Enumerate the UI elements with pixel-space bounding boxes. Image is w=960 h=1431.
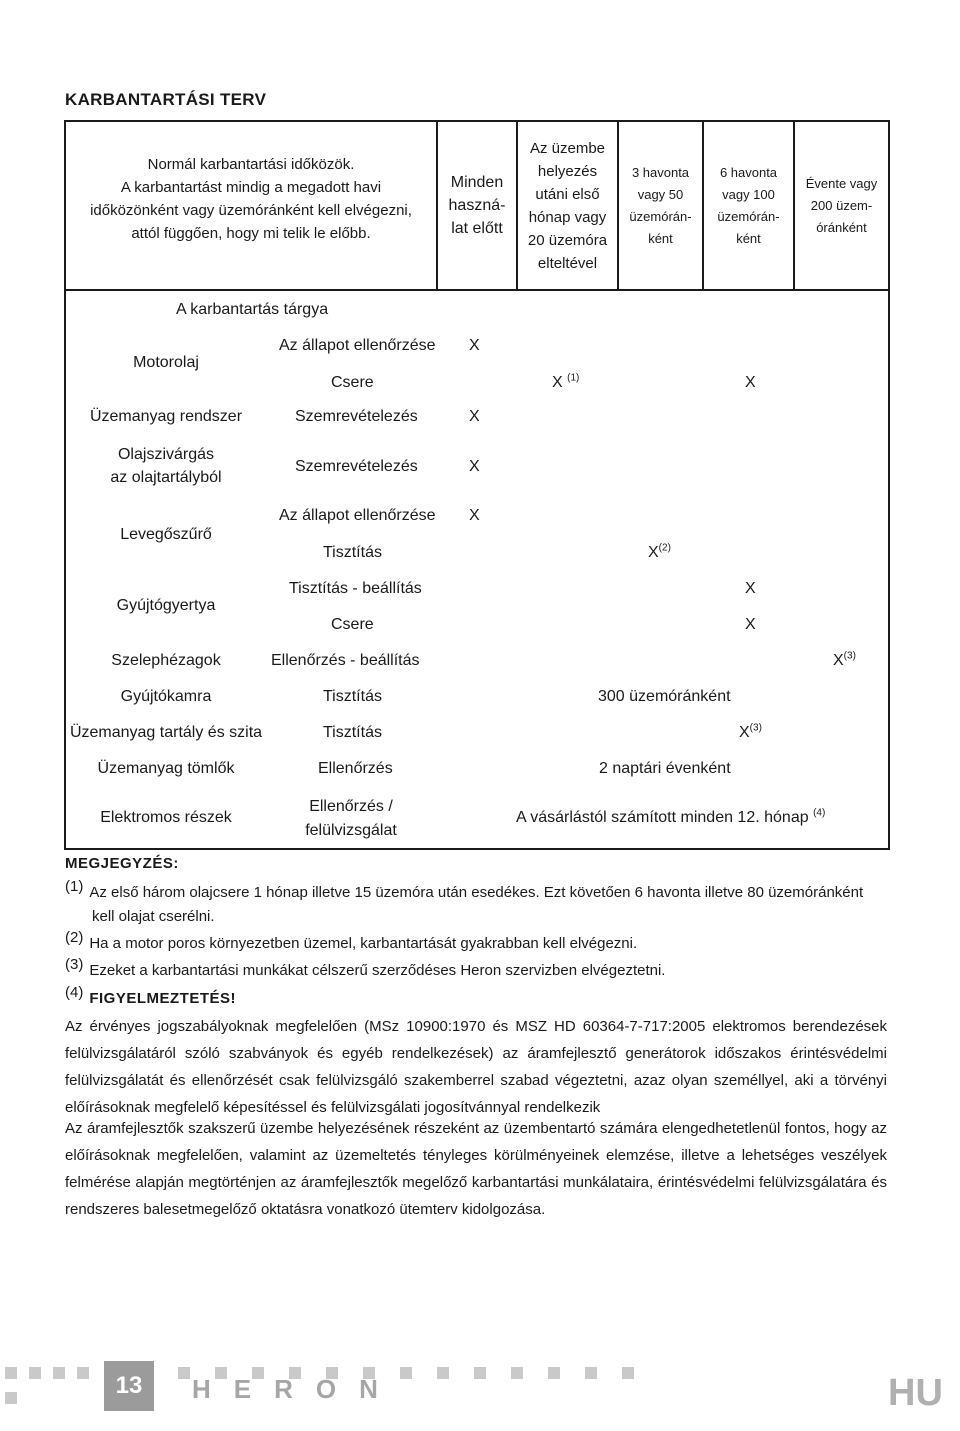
item-oil-leak: Olajszivárgás az olajtartályból xyxy=(110,446,222,486)
note-2: (2) Ha a motor poros környezetben üzemel, karbantartását gyakrabban kell elvégezni. xyxy=(65,929,638,952)
note-4: (4) FIGYELMEZTETÉS! xyxy=(65,984,237,1007)
footer-square xyxy=(474,1367,486,1379)
interval: 300 üzemóránként xyxy=(598,688,731,705)
item-air-filter: Levegőszűrő xyxy=(120,526,212,543)
item-spark-plug: Gyújtógyertya xyxy=(116,597,216,614)
item-fuel-hoses: Üzemanyag tömlők xyxy=(97,760,235,777)
task-clean: Tisztítás xyxy=(323,724,382,741)
mark: X xyxy=(745,580,756,597)
note-1: (1) Az első három olajcsere 1 hónap illetve 15 üzemóra után esedékes. Ezt követően 6 havonta illetve 80 üzemóránként xyxy=(65,878,864,901)
header-intro: Normál karbantartási időközök. A karbantartást mindig a megadott havi időközönként vagy üzemóránként kell elvégezni, attól függően, hogy mi telik le előbb. xyxy=(90,156,412,242)
task-check: Az állapot ellenőrzése xyxy=(279,337,436,354)
task-inspect: Szemrevételezés xyxy=(295,408,418,425)
mark: X xyxy=(745,616,756,633)
interval: 2 naptári évenként xyxy=(599,760,731,777)
task-check-inspection: Ellenőrzés / felülvizsgálat xyxy=(305,798,397,839)
header-yearly: Évente vagy 200 üzem- óránként xyxy=(805,175,878,235)
footer-square xyxy=(29,1367,41,1379)
footer-square xyxy=(77,1367,89,1379)
task-inspect: Szemrevételezés xyxy=(295,458,418,475)
task-clean: Tisztítás xyxy=(323,688,382,705)
header-divider xyxy=(64,289,890,291)
footer-square xyxy=(5,1392,17,1404)
footer-square xyxy=(5,1367,17,1379)
mark: X xyxy=(469,458,480,475)
footer-square xyxy=(622,1367,634,1379)
mark: X xyxy=(469,507,480,524)
mark: X xyxy=(745,374,756,391)
footer-square xyxy=(511,1367,523,1379)
note-1-cont: kell olajat cserélni. xyxy=(92,908,215,925)
note-3: (3) Ezeket a karbantartási munkákat célszerű szerződéses Heron szervizben elvégeztetni. xyxy=(65,956,666,979)
notes-heading: MEGJEGYZÉS: xyxy=(65,855,179,872)
footer-square xyxy=(178,1367,190,1379)
warning-paragraph-2: Az áramfejlesztők szakszerű üzembe helyezésének részeként az üzembentartó számára elengedhetetlenül fontos, hogy az előírásoknak megfelelően, valamint az üzemeltetés tényleges körülményeinek elemzése, illetve a lehetséges veszélyek felmérése alapján megtörténjen az áramfejlesztők megelőző karbantartási munkálataira, érintésvédelmi felülvizsgálatára és rendszeres balesetmegelőző oktatásra vonatkozó ütemterv kidolgozása. xyxy=(65,1120,887,1218)
mark: $X^{(2)}$ xyxy=(648,542,671,561)
page-title: KARBANTARTÁSI TERV xyxy=(65,90,267,109)
footer-square xyxy=(53,1367,65,1379)
item-fuel-system: Üzemanyag rendszer xyxy=(89,408,243,425)
header-3-months: 3 havonta vagy 50 üzemórán- ként xyxy=(629,164,692,246)
footer-square xyxy=(437,1367,449,1379)
item-electrical: Elektromos részek xyxy=(100,809,232,826)
task-check-adjust: Ellenőrzés - beállítás xyxy=(271,652,420,669)
page-number: 13 xyxy=(104,1361,154,1411)
task-check: Ellenőrzés xyxy=(318,760,393,777)
item-combustion-chamber: Gyújtókamra xyxy=(120,688,212,705)
footer-square xyxy=(585,1367,597,1379)
mark: X $^{(1)}$ xyxy=(552,372,580,391)
header-before-use: Minden haszná- lat előtt xyxy=(448,174,506,237)
footer-square xyxy=(548,1367,560,1379)
task-replace: Csere xyxy=(331,616,374,633)
task-clean-adjust: Tisztítás - beállítás xyxy=(289,580,422,597)
brand-logo: HERON xyxy=(192,1374,401,1404)
task-check: Az állapot ellenőrzése xyxy=(279,507,436,524)
mark: $X^{(3)}$ xyxy=(739,722,762,741)
header-6-months: 6 havonta vagy 100 üzemórán- ként xyxy=(717,164,780,246)
task-clean: Tisztítás xyxy=(323,544,382,561)
mark: X xyxy=(469,337,480,354)
warning-paragraph-1: Az érvényes jogszabályoknak megfelelően (MSz 10900:1970 és MSZ HD 60364-7-717:2005 elektromos berendezések felülvizsgálatáról szóló szabványok és egyéb rendelkezések) az áramfejlesztő generátorok időszakos érintésvédelmi felülvizsgálatát és ellenőrzését csak felülvizsgáló szakemberrel szabad végeztetni, azaz olyan személlyel, aki a törvényi előírásoknak megfelelő képesítéssel és felülvizsgálati jogosítvánnyal rendelkezik xyxy=(65,1018,887,1116)
item-fuel-tank-filter: Üzemanyag tartály és szita xyxy=(69,724,263,741)
item-motorolaj: Motorolaj xyxy=(133,354,199,371)
interval: A vásárlástól számított minden 12. hónap $^{(4)}$ xyxy=(516,807,826,826)
mark: $X^{(3)}$ xyxy=(833,650,856,669)
mark: X xyxy=(469,408,480,425)
task-replace: Csere xyxy=(331,374,374,391)
language-code: HU xyxy=(888,1372,943,1414)
subject-label: A karbantartás tárgya xyxy=(176,301,329,318)
item-valve-clearance: Szelephézagok xyxy=(111,652,221,669)
footer-square xyxy=(400,1367,412,1379)
header-first-month: Az üzembe helyezés utáni első hónap vagy 20 üzemóra elteltével xyxy=(527,139,608,272)
